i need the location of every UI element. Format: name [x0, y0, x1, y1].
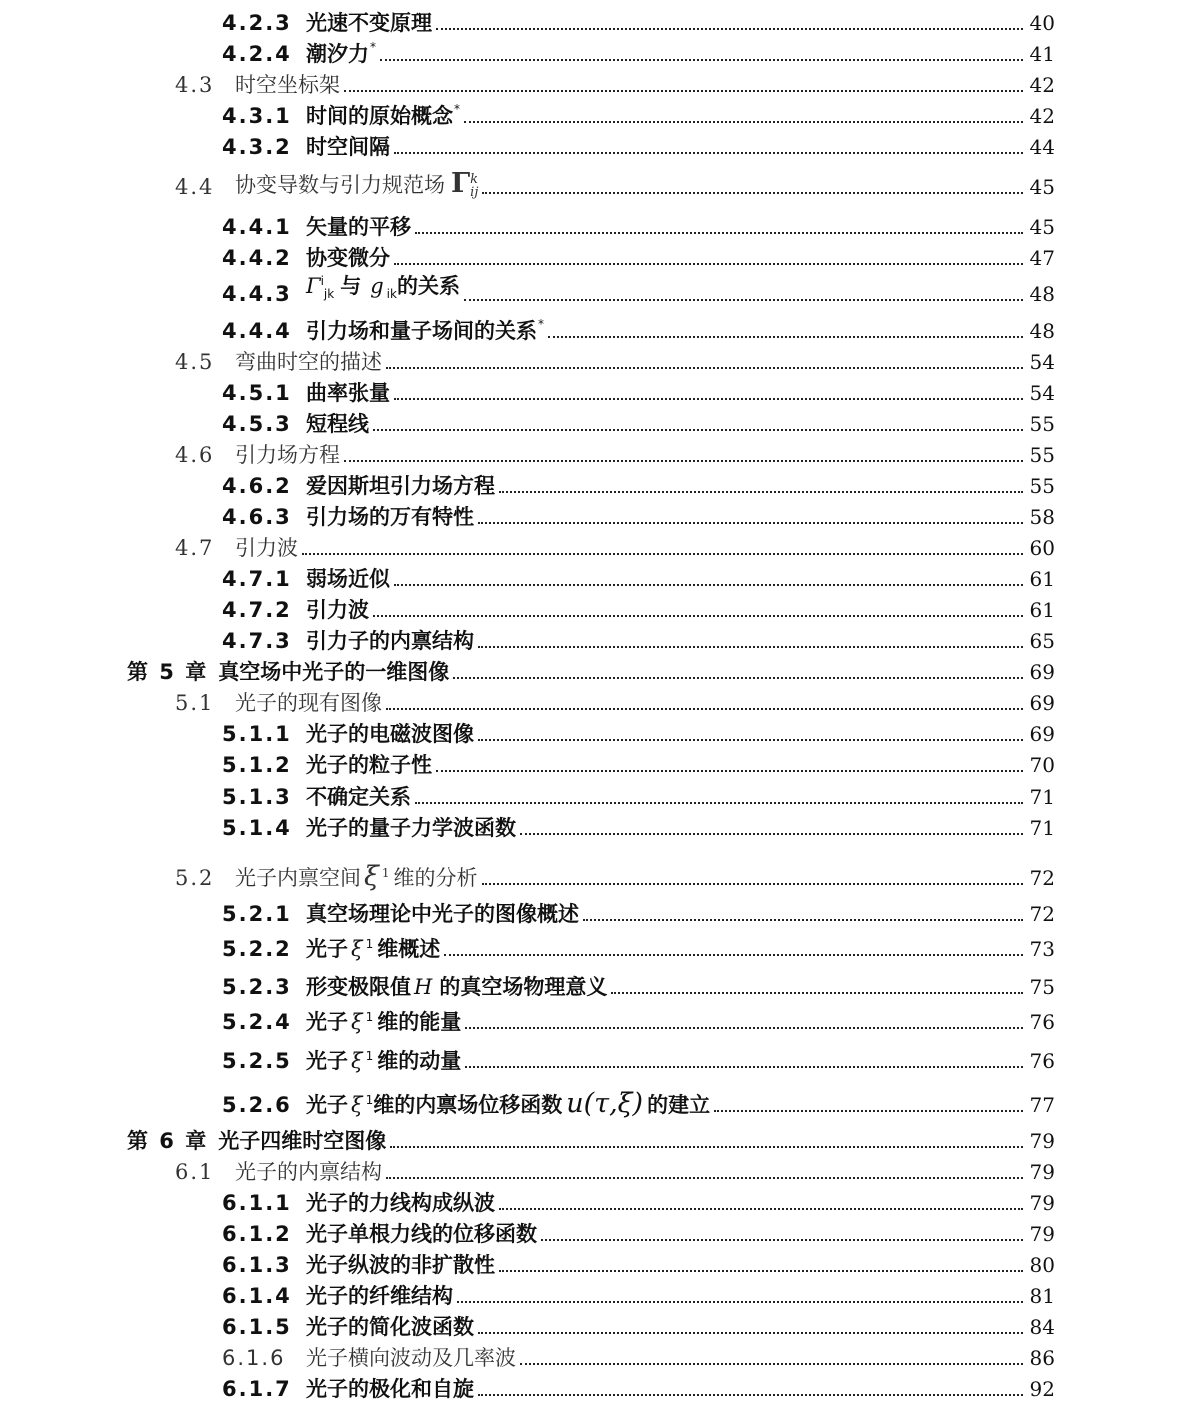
page-number: 80 [1029, 1253, 1055, 1277]
entry-number: 4.3 [175, 73, 215, 97]
dot-leader [394, 584, 1023, 586]
entry-number: 5.1.3 [222, 785, 292, 809]
title-mid: 与 [340, 273, 362, 298]
page-number: 81 [1029, 1284, 1055, 1308]
toc-entry-sub[interactable] [222, 718, 1055, 746]
entry-number: 4.2.3 [222, 11, 292, 35]
dot-leader [302, 553, 1023, 555]
page-number: 55 [1029, 412, 1055, 436]
dot-leader [380, 59, 1023, 61]
toc-entry-sub[interactable] [222, 38, 1055, 66]
math-symbol: g [370, 273, 384, 298]
toc-entry-sub[interactable] [222, 131, 1055, 159]
entry-number: 5.2.3 [222, 975, 292, 999]
toc-entry-sub[interactable] [222, 273, 1055, 306]
toc-entry-chapter[interactable] [127, 1125, 1055, 1153]
entry-number: 4.6.3 [222, 505, 292, 529]
title-text: 短程线 [306, 412, 369, 436]
entry-number: 4.7.1 [222, 567, 292, 591]
page-number: 70 [1029, 753, 1055, 777]
entry-number: 4.4.1 [222, 215, 292, 239]
dot-leader [482, 192, 1023, 194]
dot-leader [390, 1146, 1023, 1148]
entry-number: 4.4.3 [222, 282, 292, 306]
dot-leader [373, 429, 1023, 431]
math-symbol: ξ [351, 1049, 363, 1073]
entry-title [235, 1160, 382, 1184]
entry-number: 4.3.2 [222, 135, 292, 159]
title-text: 协变导数与引力规范场 [235, 172, 445, 197]
title-text: 真空场理论中光子的图像概述 [306, 902, 579, 926]
gamma-symbol: Γ [306, 273, 321, 298]
page-number: 86 [1029, 1346, 1055, 1370]
dot-leader [478, 739, 1023, 741]
page-number: 76 [1029, 1010, 1055, 1034]
math-superscript: 1 [365, 937, 374, 951]
title-prefix: 光子 [306, 1093, 348, 1117]
toc-entry-sub[interactable] [222, 933, 1055, 961]
math-symbol: ξ [351, 937, 363, 961]
entry-number: 4.4 [175, 175, 215, 199]
toc-entry-sub[interactable] [222, 211, 1055, 239]
dot-leader [436, 770, 1023, 772]
entry-number: 5.1.2 [222, 753, 292, 777]
title-prefix: 光子 [306, 1049, 348, 1073]
toc-entry-section[interactable] [175, 69, 1055, 97]
title-prefix: 形变极限值 [306, 975, 411, 999]
entry-title [306, 269, 460, 306]
dot-leader [394, 152, 1023, 154]
entry-title [306, 1315, 474, 1339]
dot-leader [465, 1027, 1023, 1029]
toc-entry-sub[interactable] [222, 749, 1055, 777]
entry-title [306, 412, 369, 436]
title-text: 光子的纤维结构 [306, 1284, 453, 1308]
title-text: 引力场方程 [235, 443, 340, 467]
page-number: 45 [1029, 175, 1055, 199]
entry-number: 6.1.7 [222, 1377, 292, 1401]
toc-entry-sub[interactable] [222, 408, 1055, 436]
entry-number: 5.2.1 [222, 902, 292, 926]
dot-leader [394, 398, 1023, 400]
page-number: 65 [1029, 629, 1055, 653]
title-text: 引力场的万有特性 [306, 505, 474, 529]
page-number: 41 [1029, 42, 1055, 66]
gamma-symbol: Γ [451, 167, 471, 199]
page-number: 45 [1029, 215, 1055, 239]
title-text: 弯曲时空的描述 [235, 350, 382, 374]
toc-entry-sub[interactable] [222, 1342, 1055, 1370]
entry-number: 4.3.1 [222, 104, 292, 128]
toc-entry-sub[interactable] [222, 563, 1055, 591]
math-symbol: H [414, 975, 433, 999]
entry-number: 6.1.5 [222, 1315, 292, 1339]
dot-leader [464, 299, 1023, 301]
title-text: 维概述 [377, 937, 441, 961]
page-number: 71 [1029, 816, 1055, 840]
math-superscript: 1 [365, 1010, 374, 1024]
entry-number: 4.7 [175, 536, 215, 560]
entry-number: 6.1.3 [222, 1253, 292, 1277]
title-text: 的真空场物理意义 [439, 975, 608, 999]
title-text: 不确定关系 [306, 785, 411, 809]
title-text: 光子的现有图像 [235, 691, 382, 715]
title-text: 潮汐力 [306, 42, 369, 66]
entry-title [306, 35, 376, 66]
dot-leader [548, 336, 1023, 338]
toc-entry-sub[interactable] [222, 315, 1055, 343]
entry-number: 5.2.4 [222, 1010, 292, 1034]
entry-title [306, 1222, 537, 1246]
entry-number: 4.5 [175, 350, 215, 374]
toc-entry-section[interactable] [175, 1156, 1055, 1184]
title-text: 的建立 [647, 1093, 711, 1117]
page-number: 79 [1029, 1191, 1055, 1215]
title-text: 光子四维时空图像 [218, 1129, 387, 1153]
math-symbol: ξ [351, 1010, 363, 1034]
page-number: 77 [1029, 1093, 1055, 1117]
title-text: 维的动量 [377, 1049, 462, 1073]
asterisk-mark: * [538, 317, 544, 331]
entry-title [306, 1346, 516, 1370]
entry-title [306, 1005, 461, 1034]
toc-entry-sub[interactable] [222, 1187, 1055, 1215]
page-number: 72 [1029, 866, 1055, 890]
entry-number: 5.1.4 [222, 816, 292, 840]
toc-entry-sub[interactable] [222, 1373, 1055, 1401]
title-text: 时间的原始概念 [306, 104, 453, 128]
title-text: 引力场和量子场间的关系 [306, 319, 537, 343]
entry-title [306, 135, 390, 159]
entry-number: 4.7.2 [222, 598, 292, 622]
dot-leader [457, 1301, 1023, 1303]
toc-entry-section[interactable] [175, 862, 1055, 890]
dot-leader [415, 232, 1023, 234]
dot-leader [499, 1270, 1023, 1272]
entry-number: 4.7.3 [222, 629, 292, 653]
dot-leader [344, 90, 1023, 92]
toc-entry-sub[interactable] [222, 812, 1055, 840]
gamma-subscript: jk [323, 287, 335, 301]
dot-leader [386, 1177, 1023, 1179]
page-number: 55 [1029, 443, 1055, 467]
math-superscript: 1 [365, 1049, 374, 1063]
page-number: 58 [1029, 505, 1055, 529]
asterisk-mark: * [454, 102, 460, 116]
page-number: 79 [1029, 1160, 1055, 1184]
page-number: 72 [1029, 902, 1055, 926]
toc-entry-section[interactable] [175, 167, 1055, 200]
title-prefix: 光子 [306, 937, 348, 961]
entry-title [235, 350, 382, 374]
title-text: 光子单根力线的位移函数 [306, 1222, 537, 1246]
entry-title [306, 474, 495, 498]
title-text: 光子横向波动及几率波 [306, 1346, 516, 1370]
entry-title [306, 1044, 461, 1073]
toc-entry-sub[interactable] [222, 1218, 1055, 1246]
entry-number: 4.2.4 [222, 42, 292, 66]
dot-leader [444, 954, 1023, 956]
dot-leader [373, 615, 1023, 617]
toc-entry-sub[interactable] [222, 1045, 1055, 1073]
gamma-subscript: ij [470, 185, 479, 200]
title-text: 光子的量子力学波函数 [306, 816, 516, 840]
entry-number: 4.5.3 [222, 412, 292, 436]
dot-leader [520, 1363, 1023, 1365]
page-number: 61 [1029, 598, 1055, 622]
entry-title [218, 660, 449, 684]
entry-title [306, 1088, 710, 1117]
toc-entry-sub[interactable] [222, 971, 1055, 999]
page-number: 84 [1029, 1315, 1055, 1339]
title-text: 光速不变原理 [306, 11, 432, 35]
page-number: 55 [1029, 474, 1055, 498]
toc-entry-section[interactable] [175, 532, 1055, 560]
page-number: 79 [1029, 1129, 1055, 1153]
entry-title [218, 1129, 386, 1153]
title-text: 引力波 [306, 598, 369, 622]
dot-leader [482, 883, 1023, 885]
dot-leader [611, 992, 1023, 994]
toc-entry-sub[interactable] [222, 1249, 1055, 1277]
dot-leader [415, 802, 1023, 804]
dot-leader [520, 833, 1023, 835]
dot-leader [453, 677, 1023, 679]
dot-leader [478, 1332, 1023, 1334]
title-text: 引力子的内禀结构 [306, 629, 474, 653]
entry-title [306, 312, 544, 343]
entry-number: 4.5.1 [222, 381, 292, 405]
page-number: 69 [1029, 722, 1055, 746]
title-text: 矢量的平移 [306, 215, 411, 239]
entry-number: 4.4.4 [222, 319, 292, 343]
gamma-superscript: k [470, 172, 479, 187]
entry-number: 第 6 章 [127, 1129, 209, 1153]
title-text: 维的分析 [393, 866, 478, 890]
dot-leader [465, 1066, 1023, 1068]
entry-number: 5.1.1 [222, 722, 292, 746]
toc-entry-sub[interactable] [222, 501, 1055, 529]
toc-entry-sub[interactable] [222, 1280, 1055, 1308]
math-expression: u(τ,ξ) [566, 1088, 644, 1119]
math-symbol: ξ [351, 1093, 363, 1117]
entry-title [306, 215, 411, 239]
page-number: 69 [1029, 660, 1055, 684]
entry-title [306, 598, 369, 622]
toc-entry-sub[interactable] [222, 242, 1055, 270]
entry-title [235, 73, 340, 97]
title-text: 光子的简化波函数 [306, 1315, 474, 1339]
title-text: 光子的内禀结构 [235, 1160, 382, 1184]
entry-title [306, 381, 390, 405]
entry-number: 5.1 [175, 691, 215, 715]
page-number: 92 [1029, 1377, 1055, 1401]
gamma-superscript: i [320, 273, 324, 288]
toc-entry-sub[interactable] [222, 625, 1055, 653]
page-number: 69 [1029, 691, 1055, 715]
page-number: 42 [1029, 104, 1055, 128]
title-mid: 维的内禀场位移函数 [373, 1093, 563, 1117]
toc-entry-section[interactable] [175, 346, 1055, 374]
toc-entry-section[interactable] [175, 439, 1055, 467]
page-number: 60 [1029, 536, 1055, 560]
title-text: 光子纵波的非扩散性 [306, 1253, 495, 1277]
dot-leader [386, 708, 1023, 710]
title-text: 光子的粒子性 [306, 753, 432, 777]
entry-number: 5.2.2 [222, 937, 292, 961]
toc-entry-sub[interactable] [222, 470, 1055, 498]
toc-entry-sub[interactable] [222, 1006, 1055, 1034]
entry-title [235, 691, 382, 715]
entry-number: 第 5 章 [127, 660, 209, 684]
entry-title [306, 1191, 495, 1215]
page-number: 42 [1029, 73, 1055, 97]
dot-leader [386, 367, 1023, 369]
page-number: 73 [1029, 937, 1055, 961]
title-text: 协变微分 [306, 246, 390, 270]
entry-title [306, 629, 474, 653]
page-number: 54 [1029, 381, 1055, 405]
entry-title [306, 753, 432, 777]
title-text: 真空场中光子的一维图像 [218, 660, 450, 684]
toc-entry-sub[interactable] [222, 594, 1055, 622]
dot-leader [714, 1110, 1023, 1112]
title-text: 光子的极化和自旋 [306, 1377, 474, 1401]
title-text: 引力波 [235, 536, 298, 560]
page-number: 76 [1029, 1049, 1055, 1073]
toc-entry-sub[interactable] [222, 377, 1055, 405]
entry-title [306, 11, 432, 35]
entry-number: 4.6 [175, 443, 215, 467]
entry-number: 6.1.1 [222, 1191, 292, 1215]
title-text: 光子的力线构成纵波 [306, 1191, 495, 1215]
math-superscript: 1 [365, 1093, 374, 1107]
entry-number: 5.2 [175, 866, 215, 890]
page-number: 71 [1029, 785, 1055, 809]
entry-title [306, 902, 579, 926]
title-prefix: 光子 [306, 1010, 348, 1034]
toc-entry-section[interactable] [175, 687, 1055, 715]
entry-number: 5.2.5 [222, 1049, 292, 1073]
page-number: 47 [1029, 246, 1055, 270]
entry-title [306, 722, 474, 746]
entry-title [235, 443, 340, 467]
entry-title [306, 816, 516, 840]
toc-entry-sub[interactable] [222, 100, 1055, 128]
math-superscript: 1 [381, 866, 390, 880]
entry-title [306, 785, 411, 809]
entry-number: 5.2.6 [222, 1093, 292, 1117]
title-text: 时空间隔 [306, 135, 390, 159]
dot-leader [394, 263, 1023, 265]
title-prefix: 光子内禀空间 [235, 866, 361, 890]
entry-title [306, 1253, 495, 1277]
page-number: 48 [1029, 319, 1055, 343]
entry-title [306, 1284, 453, 1308]
entry-number: 6.1.2 [222, 1222, 292, 1246]
title-text: 维的能量 [377, 1010, 462, 1034]
entry-title [306, 246, 390, 270]
dot-leader [499, 491, 1023, 493]
page-number: 75 [1029, 975, 1055, 999]
toc-entry-sub[interactable] [222, 898, 1055, 926]
page-number: 40 [1029, 11, 1055, 35]
page-number: 54 [1029, 350, 1055, 374]
entry-number: 6.1 [175, 1160, 215, 1184]
title-text: 的关系 [396, 273, 460, 298]
dot-leader [478, 646, 1023, 648]
dot-leader [478, 522, 1023, 524]
entry-title [235, 536, 298, 560]
dot-leader [583, 919, 1023, 921]
entry-title [235, 861, 478, 890]
dot-leader [499, 1208, 1023, 1210]
title-text: 弱场近似 [306, 567, 390, 591]
entry-number: 4.4.2 [222, 246, 292, 270]
entry-title [306, 932, 440, 961]
dot-leader [478, 1394, 1023, 1396]
page-number: 48 [1029, 282, 1055, 306]
entry-number: 6.1.6 [222, 1346, 286, 1370]
page-number: 79 [1029, 1222, 1055, 1246]
toc-entry-sub[interactable] [222, 7, 1055, 35]
dot-leader [344, 460, 1023, 462]
toc-entry-sub[interactable] [222, 1089, 1055, 1117]
math-subscript: ik [386, 287, 397, 301]
toc-entry-sub[interactable] [222, 781, 1055, 809]
entry-title [235, 167, 479, 200]
math-symbol: ξ [364, 861, 379, 892]
title-text: 曲率张量 [306, 381, 390, 405]
dot-leader [541, 1239, 1023, 1241]
title-text: 时空坐标架 [235, 73, 340, 97]
page-number: 61 [1029, 567, 1055, 591]
entry-number: 6.1.4 [222, 1284, 292, 1308]
title-text: 光子的电磁波图像 [306, 722, 474, 746]
toc-entry-sub[interactable] [222, 1311, 1055, 1339]
entry-title [306, 97, 460, 128]
page-number: 44 [1029, 135, 1055, 159]
entry-title [306, 975, 607, 999]
gamma-indices [470, 173, 478, 199]
dot-leader [464, 121, 1023, 123]
toc-entry-chapter[interactable] [127, 656, 1055, 684]
entry-title [306, 505, 474, 529]
entry-title [306, 567, 390, 591]
entry-number: 4.6.2 [222, 474, 292, 498]
title-text: 爱因斯坦引力场方程 [306, 474, 495, 498]
dot-leader [436, 28, 1023, 30]
entry-title [306, 1377, 474, 1401]
asterisk-mark: * [370, 40, 376, 54]
